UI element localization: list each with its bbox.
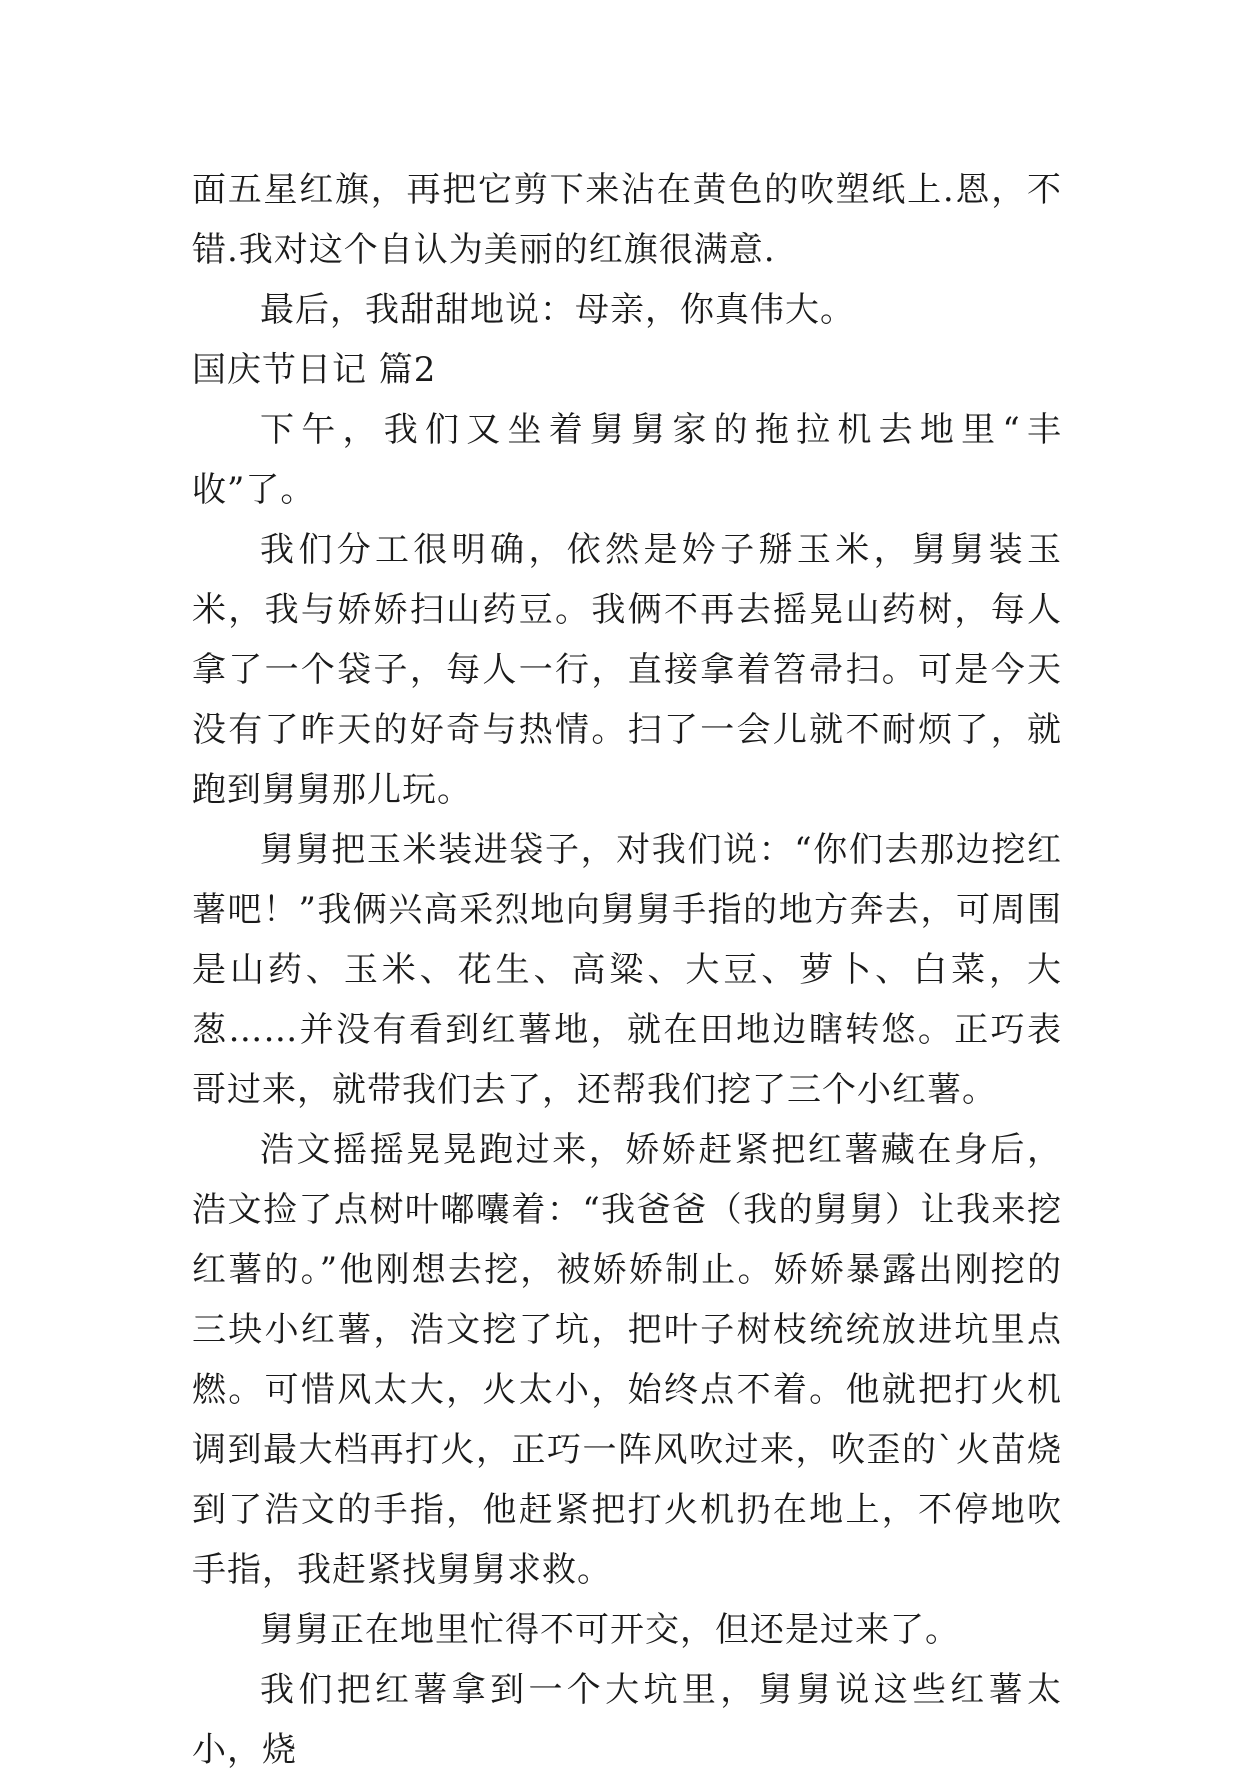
paragraph: 我们把红薯拿到一个大坑里，舅舅说这些红薯太小，烧 [192,1670,1062,1770]
paragraph: 舅舅正在地里忙得不可开交，但还是过来了。 [260,1610,960,1650]
section-heading: 国庆节日记 篇2 [192,350,437,390]
paragraph: 面五星红旗，再把它剪下来沾在黄色的吹塑纸上.恩，不错.我对这个自认为美丽的红旗很满意. [192,170,1062,270]
paragraph: 浩文摇摇晃晃跑过来，娇娇赶紧把红薯藏在身后，浩文捡了点树叶嘟囔着：“我爸爸（我的舅舅）让我来挖红薯的。”他刚想去挖，被娇娇制止。娇娇暴露出刚挖的三块小红薯，浩文挖了坑，把叶子树枝统统放进坑里点燃。可惜风太大，火太小，始终点不着。他就把打火机调到最大档再打火，正巧一阵风吹过来，吹歪的`火苗烧到了浩文的手指，他赶紧把打火机扔在地上，不停地吹手指，我赶紧找舅舅求救。 [192,1130,1062,1590]
paragraph: 下午，我们又坐着舅舅家的拖拉机去地里“丰收”了。 [192,410,1062,510]
paragraph: 舅舅把玉米装进袋子，对我们说：“你们去那边挖红薯吧！”我俩兴高采烈地向舅舅手指的地方奔去，可周围是山药、玉米、花生、高粱、大豆、萝卜、白菜，大葱……并没有看到红薯地，就在田地边瞎转悠。正巧表哥过来，就带我们去了，还帮我们挖了三个小红薯。 [192,830,1062,1110]
paragraph: 我们分工很明确，依然是妗子掰玉米，舅舅装玉米，我与娇娇扫山药豆。我俩不再去摇晃山药树，每人拿了一个袋子，每人一行，直接拿着笤帚扫。可是今天没有了昨天的好奇与热情。扫了一会儿就不耐烦了，就跑到舅舅那儿玩。 [192,530,1062,810]
paragraph: 最后，我甜甜地说：母亲，你真伟大。 [260,290,855,330]
document-body [192,160,1062,1780]
